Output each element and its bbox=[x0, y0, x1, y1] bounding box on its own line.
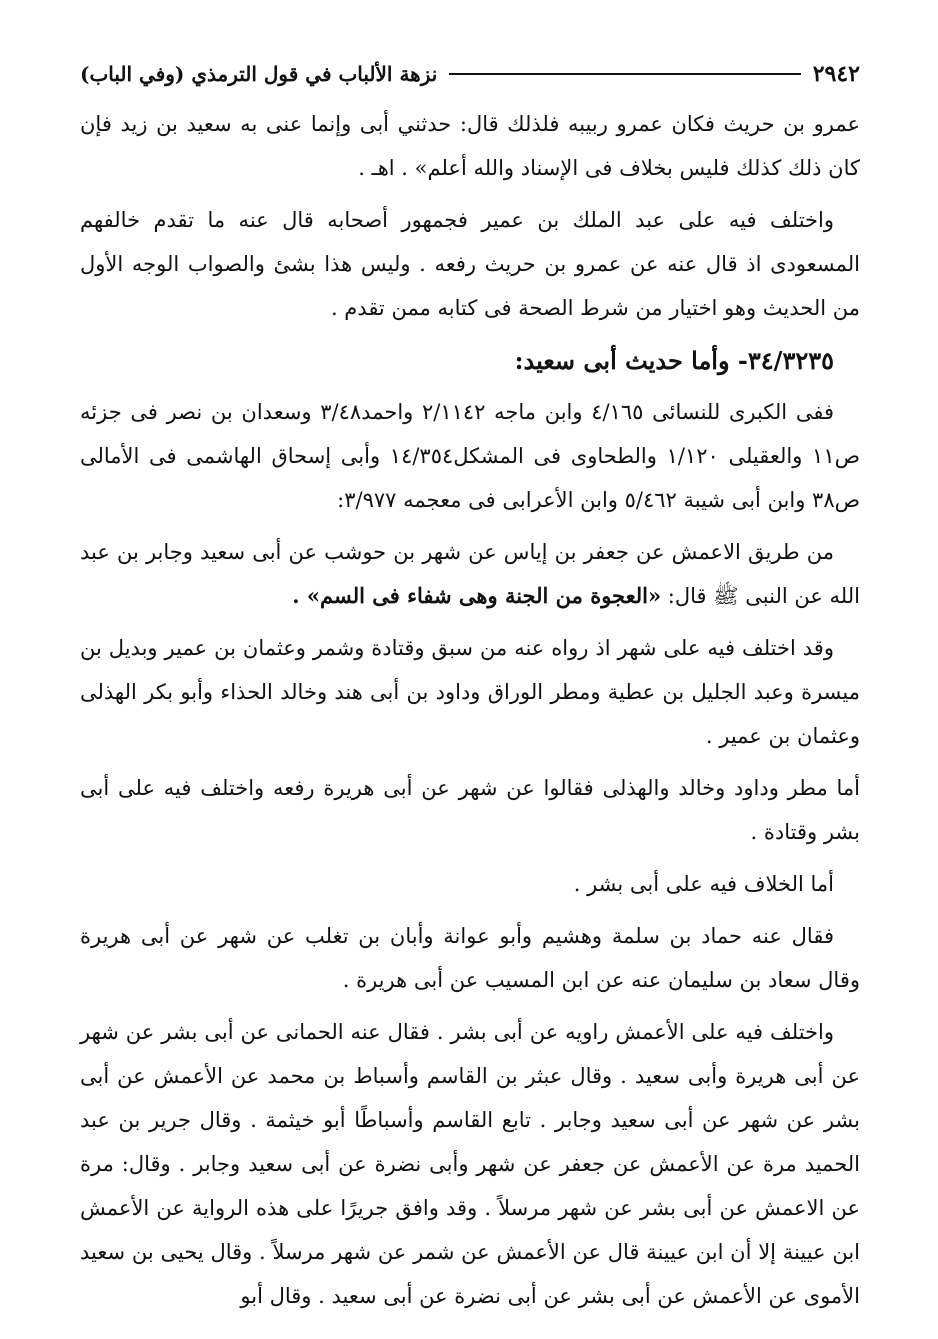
paragraph: فقال عنه حماد بن سلمة وهشيم وأبو عوانة وأبان بن تغلب عن شهر عن أبى هريرة وقال سعاد بن سليمان عنه عن ابن المسيب عن أبى هريرة . bbox=[80, 924, 860, 992]
document-page bbox=[80, 56, 860, 1326]
book-title: نزهة الألباب في قول الترمذي (وفي الباب) bbox=[80, 62, 438, 86]
hadith-chain: من طريق الاعمش عن جعفر بن إياس عن شهر بن حوشب عن أبى سعيد وجابر بن عبد الله عن النبى ﷺ قال: bbox=[80, 540, 860, 608]
paragraph-sources: ففى الكبرى للنسائى ٤/١٦٥ وابن ماجه ٢/١١٤٢ واحمد٣/٤٨ وسعدان بن نصر فى جزئه ص١١ والعقيلى ١/١٢٠ والطحاوى فى المشكل١٤/٣٥٤ وأبى إسحاق الهاشمى فى الأمالى ص٣٨ وابن أبى شيبة ٥/٤٦٢ وابن الأعرابى فى معجمه ٣/٩٧٧: bbox=[80, 400, 860, 512]
page-number: ٢٩٤٢ bbox=[812, 61, 860, 87]
body-text bbox=[80, 102, 860, 1318]
paragraph: وقد اختلف فيه على شهر اذ رواه عنه من سبق وقتادة وشمر وعثمان بن عمير وبديل بن ميسرة وعبد الجليل بن عطية ومطر الوراق وداود بن أبى هند وخالد الحذاء وأبو بكر الهذلى وعثمان بن عمير . bbox=[80, 636, 860, 748]
paragraph: واختلف فيه على عبد الملك بن عمير فجمهور أصحابه قال عنه ما تقدم خالفهم المسعودى اذ قال عنه عن عمرو بن حريث رفعه . وليس هذا بشئ والصواب الوجه الأول من الحديث وهو اختيار من شرط الصحة فى كتابه ممن تقدم . bbox=[80, 208, 860, 320]
running-head bbox=[80, 56, 860, 92]
section-heading: ٣٤/٣٢٣٥- وأما حديث أبى سعيد: bbox=[514, 346, 834, 375]
paragraph: واختلف فيه على الأعمش راويه عن أبى بشر . فقال عنه الحمانى عن أبى بشر عن شهر عن أبى هريرة وأبى سعيد . وقال عبثر بن القاسم وأسباط بن محمد عن الأعمش عن أبى بشر عن شهر عن أبى سعيد وجابر . تابع القاسم وأسباطًا أبو خيثمة . وقال جرير بن عبد الحميد مرة عن الأعمش عن جعفر عن شهر وأبى نضرة عن أبى سعيد وجابر . وقال: مرة عن الاعمش عن أبى بشر عن شهر مرسلاً . وقد وافق جريرًا على هذه الرواية عن الأعمش ابن عيينة إلا أن ابن عيينة قال عن الأعمش عن شمر عن شهر مرسلاً . وقال يحيى بن سعيد الأموى عن الأعمش عن أبى بشر عن أبى نضرة عن أبى سعيد . وقال أبو bbox=[80, 1020, 860, 1308]
header-rule bbox=[449, 73, 800, 75]
paragraph: أما الخلاف فيه على أبى بشر . bbox=[573, 872, 834, 896]
hadith-quote: «العجوة من الجنة وهى شفاء فى السم» . bbox=[292, 583, 662, 608]
paragraph-continuation: عمرو بن حريث فكان عمرو ربيبه فلذلك قال: حدثني أبى وإنما عنى به سعيد بن زيد فإن كان ذلك كذلك فليس بخلاف فى الإسناد والله أعلم» . اهـ . bbox=[80, 112, 860, 180]
paragraph-hadith bbox=[80, 530, 860, 618]
paragraph: أما مطر وداود وخالد والهذلى فقالوا عن شهر عن أبى هريرة رفعه واختلف فيه على أبى بشر وقتادة . bbox=[80, 776, 860, 844]
